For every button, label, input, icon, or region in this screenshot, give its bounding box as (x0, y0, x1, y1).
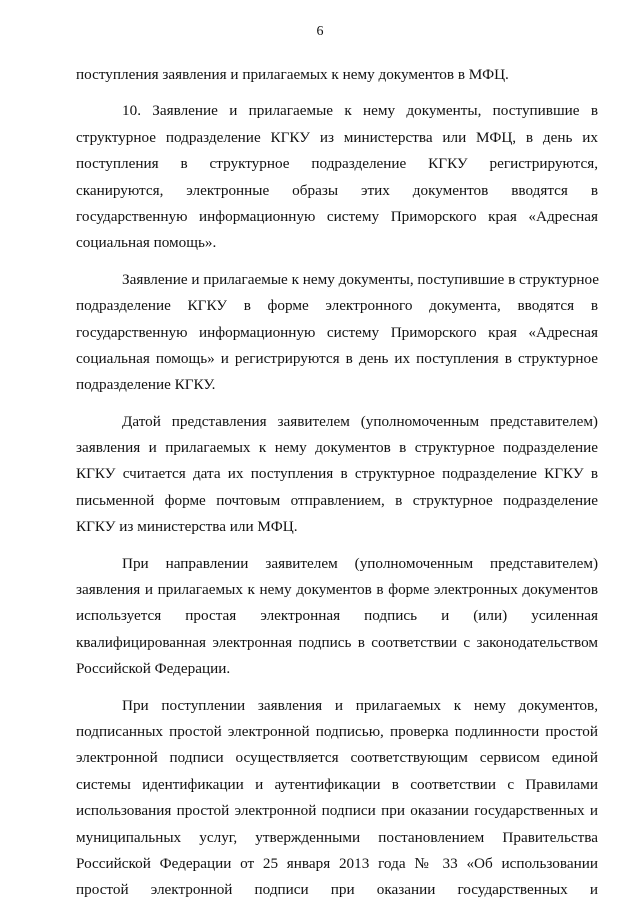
page-number: 6 (316, 24, 324, 39)
text-line: заявления и прилагаемых к нему документов в форме электронных документов (76, 581, 598, 599)
paragraph (76, 62, 598, 88)
text-line: При направлении заявителем (уполномоченным представителем) (122, 554, 598, 572)
paragraph (76, 98, 598, 256)
text-line: КГКУ считается дата их поступления в структурное подразделение КГКУ в (76, 465, 598, 483)
text-line: При поступлении заявления и прилагаемых к нему документов, (122, 696, 598, 714)
text-line: квалифицированная электронная подпись в соответствии с законодательством (76, 633, 598, 651)
paragraph-gap (76, 399, 598, 409)
paragraph-gap (76, 257, 598, 267)
text-line: подразделение КГКУ в форме электронного документа, вводятся в (76, 297, 598, 315)
paragraph (76, 409, 598, 541)
text-line: использования простой электронной подписи при оказании государственных и (76, 802, 598, 820)
text-line: социальная помощь». (76, 234, 217, 252)
text-line: муниципальных услуг, утвержденными постановлением Правительства (76, 828, 598, 846)
text-line: письменной форме почтовым отправлением, в структурное подразделение (76, 491, 598, 509)
paragraph-gap (76, 88, 598, 98)
text-line: структурное подразделение КГКУ из министерства или МФЦ, в день их (76, 128, 598, 146)
text-line: сканируются, электронные образы этих документов вводятся в (76, 181, 598, 199)
text-line: Датой представления заявителем (уполномоченным представителем) (122, 412, 598, 430)
text-line: заявления и прилагаемых к нему документов в структурное подразделение (76, 439, 598, 457)
document-body (76, 62, 598, 904)
paragraph (76, 551, 598, 683)
text-line: подразделение КГКУ. (76, 376, 216, 394)
paragraph-gap (76, 683, 598, 693)
text-line: КГКУ из министерства или МФЦ. (76, 518, 298, 536)
text-line: системы идентификации и аутентификации в соответствии с Правилами (76, 775, 598, 793)
paragraph-gap (76, 541, 598, 551)
paragraph (76, 267, 598, 399)
text-line: электронной подписи осуществляется соответствующим сервисом единой (76, 749, 598, 767)
text-line: социальная помощь» и регистрируются в день их поступления в структурное (76, 349, 598, 367)
text-line: Заявление и прилагаемые к нему документы, поступившие в структурное (122, 270, 600, 288)
text-line: государственную информационную систему Приморского края «Адресная (76, 207, 598, 225)
text-line: простой электронной подписи при оказании государственных и (76, 881, 598, 899)
text-line: государственную информационную систему Приморского края «Адресная (76, 323, 598, 341)
text-line: используется простая электронная подпись и (или) усиленная (76, 607, 598, 625)
text-line: подписанных простой электронной подписью, проверка подлинности простой (76, 722, 598, 740)
text-line: поступления в структурное подразделение КГКУ регистрируются, (76, 155, 598, 173)
text-line: Российской Федерации от 25 января 2013 года № 33 «Об использовании (76, 854, 598, 872)
paragraph (76, 693, 598, 904)
text-line: 10. Заявление и прилагаемые к нему документы, поступившие в (122, 102, 598, 120)
text-line: поступления заявления и прилагаемых к нему документов в МФЦ. (76, 66, 509, 83)
text-line: Российской Федерации. (76, 660, 231, 678)
